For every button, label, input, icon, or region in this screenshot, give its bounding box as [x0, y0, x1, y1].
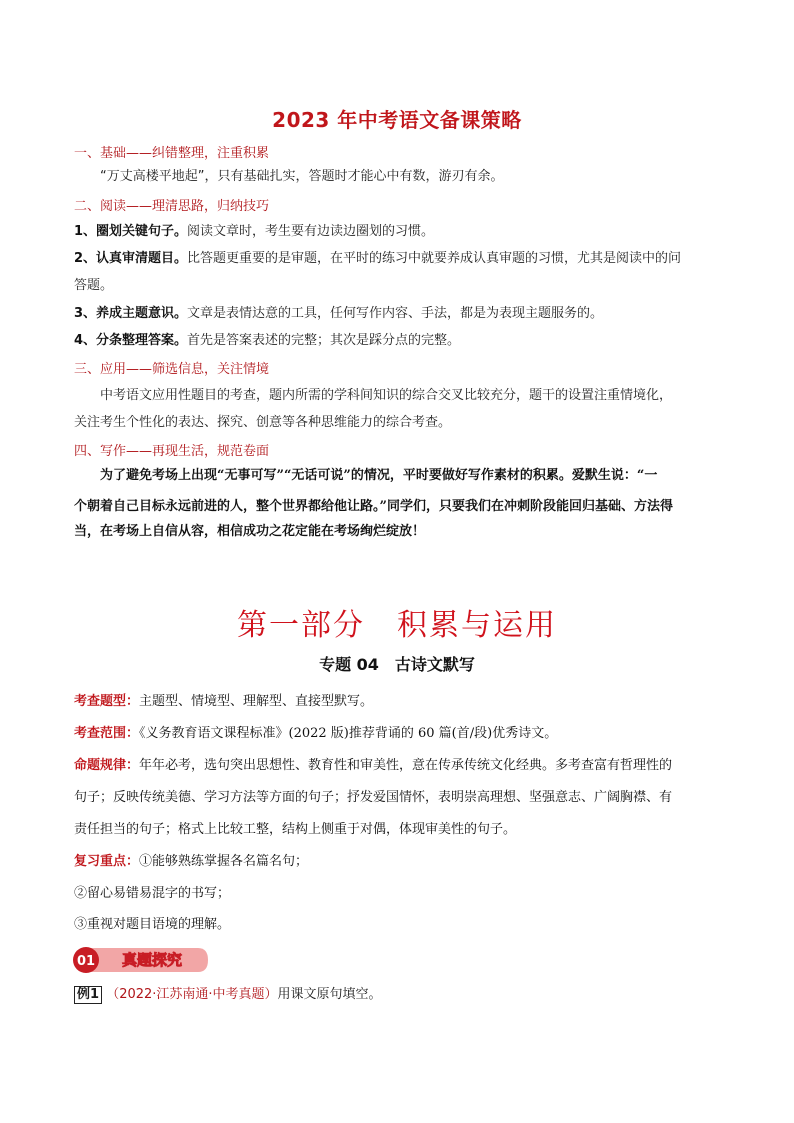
- real-questions-banner: [72, 946, 210, 974]
- review-text-1: ①能够熟练掌握各名篇名句；: [139, 854, 309, 869]
- reading-item-2-text: 比答题更重要的是审题，在平时的练习中就要养成认真审题的习惯，尤其是阅读中的问: [187, 251, 682, 266]
- reading-item-2: [74, 245, 681, 272]
- reading-item-4-bold: 4、分条整理答案。: [74, 333, 188, 348]
- example-text: 用课文原句填空。: [277, 987, 382, 1002]
- exam-type-value: 主题型、情境型、理解型、直接型默写。: [139, 694, 374, 709]
- example-tag: 例1: [74, 986, 102, 1004]
- document-title: 2023 年中考语文备课策略: [272, 108, 522, 132]
- reading-item-2-bold: 2、认真审清题目。: [74, 251, 188, 266]
- reading-item-3-text: 文章是表情达意的工具，任何写作内容、手法，都是为表现主题服务的。: [187, 306, 604, 321]
- writing-line-1: 为了避免考场上出现“无事可写”“无话可说”的情况，平时要做好写作素材的积累。爱默生说：“一: [100, 468, 658, 483]
- review-line-1: [74, 850, 308, 869]
- rule-line-1: [74, 754, 672, 773]
- review-line-2: ②留心易错易混字的书写；: [74, 886, 231, 901]
- reading-item-1-bold: 1、圈划关键句子。: [74, 224, 188, 239]
- review-line-3: ③重视对题目语境的理解。: [74, 917, 231, 932]
- rule-line-3: 责任担当的句子；格式上比较工整，结构上侧重于对偶，体现审美性的句子。: [74, 822, 517, 837]
- exam-scope-value: 《义务教育语文课程标准》(2022 版)推荐背诵的 60 篇(首/段)优秀诗文。: [139, 726, 558, 741]
- review-label: 复习重点：: [74, 854, 140, 869]
- rule-label: 命题规律：: [74, 758, 140, 773]
- reading-item-3-bold: 3、养成主题意识。: [74, 306, 188, 321]
- exam-scope-line: [74, 722, 557, 741]
- writing-line-2: 个朝着自己目标永远前进的人，整个世界都给他让路。”同学们，只要我们在冲刺阶段能回归基础、方法得: [74, 499, 673, 514]
- reading-item-1-text: 阅读文章时，考生要有边读边圈划的习惯。: [187, 224, 435, 239]
- writing-line-3: 当，在考场上自信从容，相信成功之花定能在考场绚烂绽放！: [74, 524, 426, 539]
- section-heading-application: 三、应用——筛选信息，关注情境: [74, 362, 270, 377]
- basics-paragraph: “万丈高楼平地起”，只有基础扎实，答题时才能心中有数，游刃有余。: [100, 169, 504, 184]
- reading-item-4-text: 首先是答案表述的完整；其次是踩分点的完整。: [187, 333, 461, 348]
- section-heading-reading: 二、阅读——理清思路，归纳技巧: [74, 199, 270, 214]
- reading-item-3: [74, 300, 603, 327]
- rule-text-1: 年年必考，选句突出思想性、教育性和审美性，意在传承传统文化经典。多考查富有哲理性的: [139, 758, 673, 773]
- rule-line-2: 句子；反映传统美德、学习方法等方面的句子；抒发爱国情怀，表明崇高理想、坚强意志、广阔胸襟、有: [74, 790, 673, 805]
- application-line-1: 中考语文应用性题目的考查，题内所需的学科间知识的综合交叉比较充分，题干的设置注重情境化，: [100, 388, 673, 403]
- exam-scope-label: 考查范围：: [74, 726, 140, 741]
- banner-text: 真题探究: [121, 951, 183, 969]
- part-title: 第一部分 积累与运用: [237, 608, 557, 643]
- section-heading-basics: 一、基础——纠错整理，注重积累: [74, 146, 270, 161]
- banner-number: 01: [76, 954, 96, 969]
- example-line: [74, 983, 382, 1004]
- reading-item-4: [74, 327, 460, 354]
- exam-type-line: [74, 690, 373, 709]
- example-source: （2022·江苏南通·中考真题）: [106, 987, 278, 1002]
- section-heading-writing: 四、写作——再现生活，规范卷面: [74, 444, 270, 459]
- application-line-2: 关注考生个性化的表达、探究、创意等各种思维能力的综合考查。: [74, 415, 452, 430]
- reading-item-1: [74, 218, 434, 245]
- reading-item-2-cont: 答题。: [74, 278, 114, 293]
- topic-title: 专题 04 古诗文默写: [319, 655, 475, 674]
- exam-type-label: 考查题型：: [74, 694, 140, 709]
